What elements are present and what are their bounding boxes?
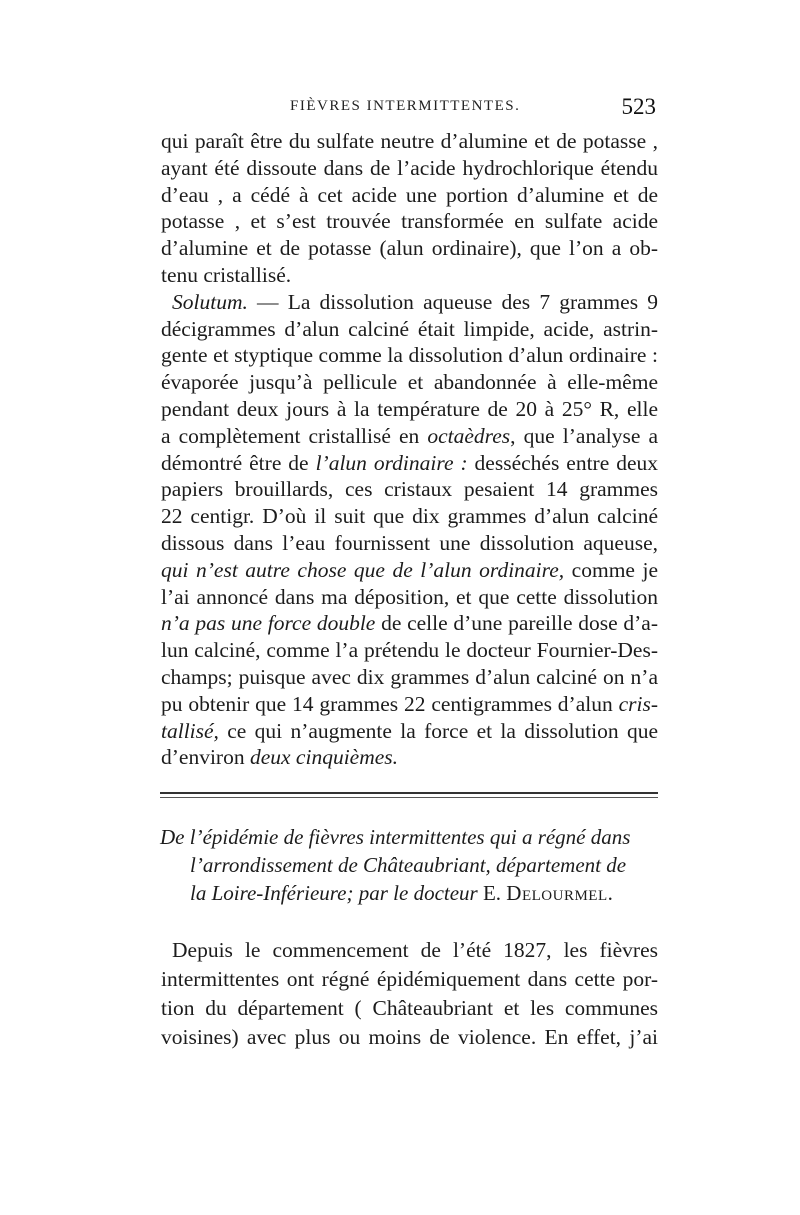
author-initial: E. [482,881,507,905]
text-line [161,450,658,476]
text-line: d’eau , a cédé à cet acide une portion d’alumine et de [161,182,658,207]
text-line [161,423,658,449]
separator-rule [160,792,658,794]
text-line: papiers brouillards, ces cristaux pesaient 14 grammes [161,477,658,502]
text-span: démontré être de [161,450,316,475]
italic-text: cris- [618,691,658,716]
title-text: la Loire-Inférieure; par le docteur [190,881,483,905]
text-line: d’alumine et de potasse (alun ordinaire), que l’on a ob- [161,236,658,261]
text-line: champs; puisque avec dix grammes d’alun calciné on n’a [161,665,658,689]
article-title-line: De l’épidémie de fièvres intermittentes qui a régné dans [160,825,631,849]
text-line: 22 centigr. D’où il suit que dix grammes d’alun calciné [161,504,658,529]
text-line: évaporée jusqu’à pellicule et abandonnée à elle-même [161,370,658,395]
text-line [161,691,658,717]
text-line: gente et styptique comme la dissolution d’alun ordinaire : [161,343,658,368]
page-number: 523 [621,94,656,119]
italic-text: octaèdres [427,423,511,448]
text-span: pu obtenir que 14 grammes 22 centigrammes d’alun [161,691,619,716]
italic-text: tallisé, [161,718,219,743]
italic-text: deux cinquièmes. [249,745,399,770]
separator-rule [160,797,658,798]
text-line [161,744,658,770]
running-title: FIÈVRES INTERMITTENTES. [290,98,521,114]
author-name: Delourmel. [506,881,614,905]
text-line: qui paraît être du sulfate neutre d’alumine et de potasse , [161,129,658,153]
text-span: — La dissolution aqueuse des 7 grammes 9 [247,289,658,314]
page-header [160,94,660,124]
text-line: dissous dans l’eau fournissent une dissolution aqueuse, [161,531,658,555]
italic-text: Solutum. [172,289,248,314]
italic-text: n’a pas une force double [161,611,376,636]
text-span: d’environ [161,745,250,770]
text-line: pendant deux jours à la température de 20 à 25° R, elle [161,397,658,421]
text-line: voisines) avec plus ou moins de violence. En effet, j’ai [161,1025,658,1049]
text-line: lun calciné, comme l’a prétendu le docteur Fournier-Des- [161,638,658,663]
text-line: intermittentes ont régné épidémiquement dans cette por- [161,967,658,991]
italic-text: qui n’est autre chose que de l’alun ordinaire, [161,557,565,582]
text-line: tion du département ( Châteaubriant et les communes [161,996,658,1020]
text-line: ayant été dissoute dans de l’acide hydrochlorique étendu [161,155,658,180]
text-span: comme je [564,557,658,582]
text-span: ce qui n’augmente la force et la dissolution que [218,718,658,743]
text-line: l’ai annoncé dans ma déposition, et que cette dissolution [161,584,658,609]
text-span: , que l’analyse a [510,423,659,448]
text-span: desséchés entre deux [467,450,658,475]
text-span: a complètement cristallisé en [161,423,428,448]
italic-text: l’alun ordinaire : [315,450,468,475]
text-span: de celle d’une pareille dose d’a- [375,611,658,636]
text-line: Depuis le commencement de l’été 1827, les fièvres [172,938,658,962]
text-line [172,289,658,315]
text-line [161,557,658,583]
text-line [161,610,658,636]
text-line [161,718,658,744]
text-line: tenu cristallisé. [161,263,292,287]
text-line: décigrammes d’alun calciné était limpide, acide, astrin- [161,316,658,341]
article-title-line: l’arrondissement de Châteaubriant, département de [190,853,627,877]
text-line: potasse , et s’est trouvée transformée en sulfate acide [161,209,658,234]
article-title-line [190,880,613,906]
